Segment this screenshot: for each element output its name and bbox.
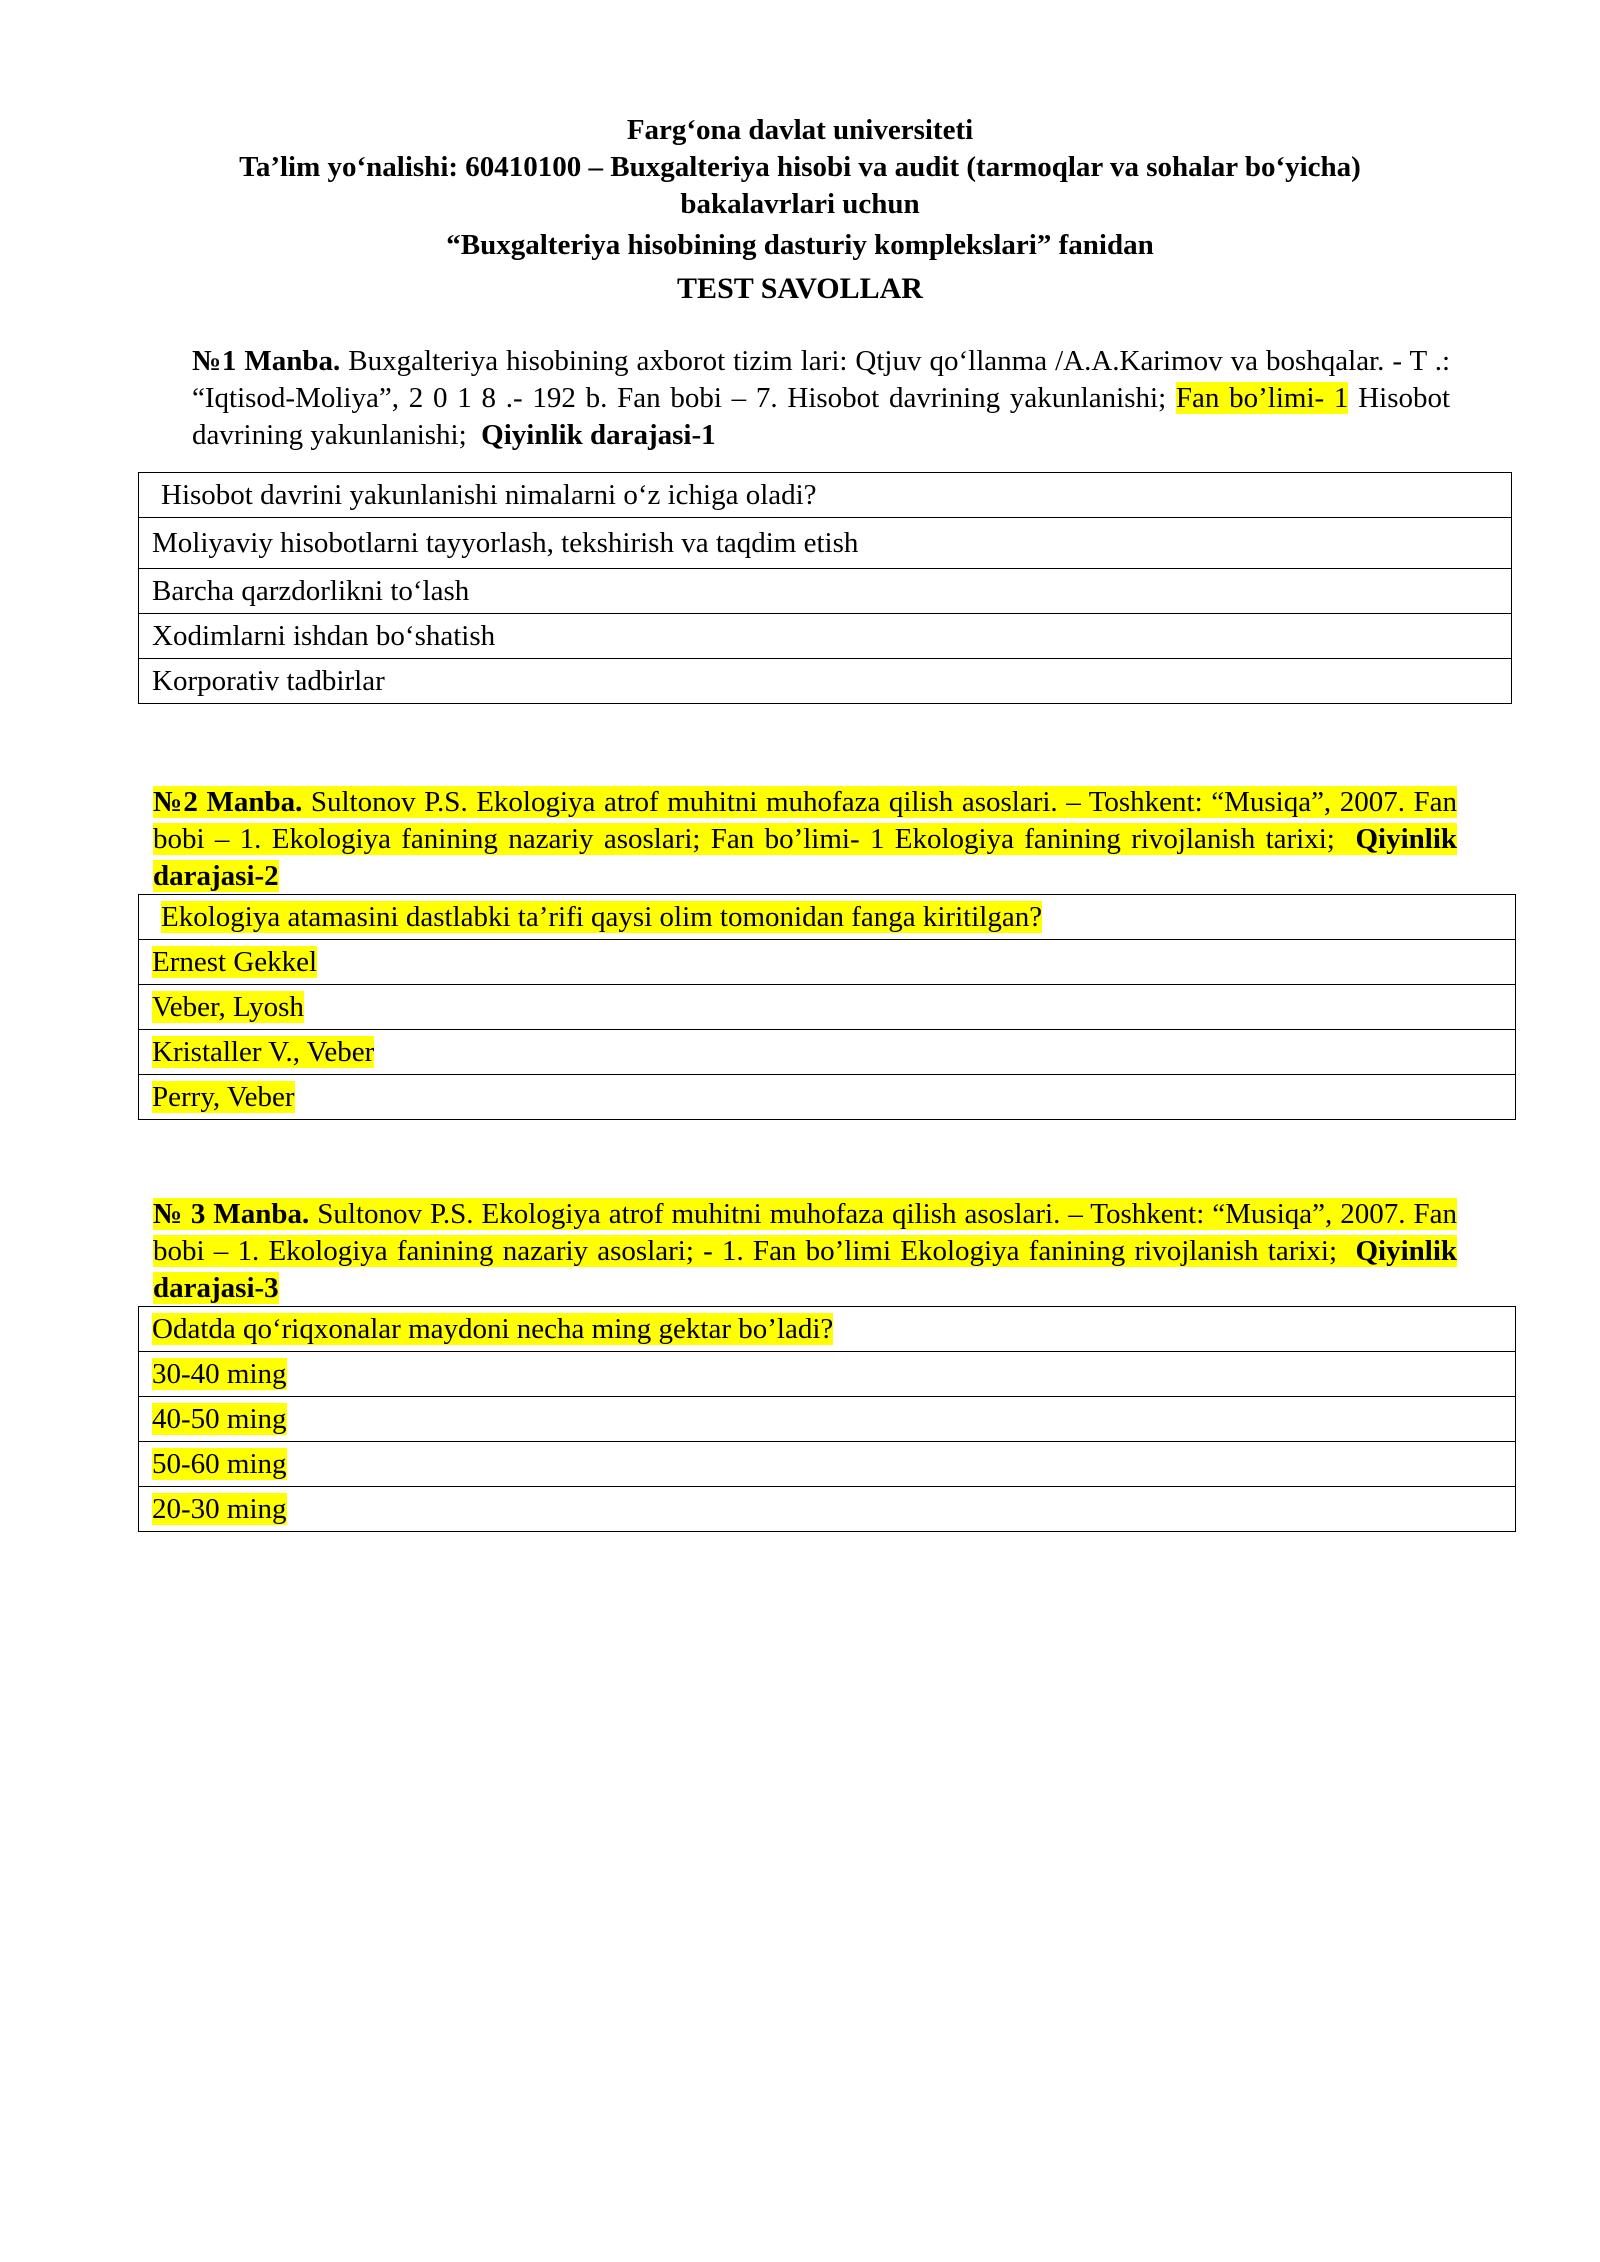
question-3-answer-3: 50-60 ming [152, 1448, 287, 1480]
question-1-source [192, 343, 1450, 454]
question-3-text: Odatda qo‘riqxonalar maydoni necha ming gektar bo’ladi? [152, 1313, 834, 1345]
question-1-label: №1 Manba. [192, 345, 341, 377]
table-row [139, 1307, 1516, 1352]
table-row [139, 614, 1512, 659]
question-3-answer-2: 40-50 ming [152, 1403, 287, 1435]
table-row [139, 1397, 1516, 1442]
document-header [140, 112, 1460, 307]
table-row [139, 985, 1516, 1030]
table-row [139, 659, 1512, 704]
question-1-source-text: Buxgalteriya hisobining axborot tizim lari: Qtjuv qo‘llanma /A.A.Karimov va boshqalar. - T .: “Iqtisod-Moliya”, 2 0 1 8 .- 192 b. Fan bobi – 7. Hisobot davrining yakunlanishi; [192, 345, 1451, 414]
question-3-label: № 3 Manba. [153, 1198, 310, 1230]
question-2-label: №2 Manba. [153, 786, 303, 818]
table-row [139, 518, 1512, 569]
table-row [139, 895, 1516, 940]
question-1-topic: Hisobot davrining yakunlanishi; [192, 382, 1451, 451]
question-1-answer-4: Korporativ tadbirlar [139, 659, 1512, 704]
table-row [139, 569, 1512, 614]
question-2-table [138, 894, 1516, 1120]
table-row [139, 1487, 1516, 1532]
question-1-answer-1: Moliyaviy hisobotlarni tayyorlash, tekshirish va taqdim etish [139, 518, 1512, 569]
question-3-answer-1: 30-40 ming [152, 1358, 287, 1390]
question-2-difficulty: Qiyinlik darajasi-2 [153, 823, 1458, 892]
program-line: Ta’lim yo‘nalishi: 60410100 – Buxgalteriya hisobi va audit (tarmoqlar va sohalar bo‘yicha) [239, 151, 1361, 183]
course-line: “Buxgalteriya hisobining dasturiy komplekslari” fanidan [446, 229, 1154, 261]
table-row [139, 473, 1512, 518]
university-name: Farg‘ona davlat universiteti [626, 114, 974, 146]
question-1-answer-2: Barcha qarzdorlikni to‘lash [139, 569, 1512, 614]
table-row [139, 1030, 1516, 1075]
document-title: TEST SAVOLLAR [677, 272, 923, 305]
question-1-answer-3: Xodimlarni ishdan bo‘shatish [139, 614, 1512, 659]
question-1-table [138, 472, 1512, 704]
table-row [139, 1352, 1516, 1397]
table-row [139, 940, 1516, 985]
question-2-source [153, 784, 1457, 895]
question-2-text: Ekologiya atamasini dastlabki ta’rifi qaysi olim tomonidan fanga kiritilgan? [161, 901, 1043, 933]
question-1-section: Fan bo’limi- 1 [1175, 382, 1349, 414]
question-1-text: Hisobot davrini yakunlanishi nimalarni o‘z ichiga oladi? [139, 473, 1512, 518]
degree-line: bakalavrlari uchun [680, 188, 920, 220]
question-3-source [153, 1196, 1457, 1307]
question-2-answer-1: Ernest Gekkel [152, 946, 318, 978]
table-row [139, 1442, 1516, 1487]
question-3-difficulty: Qiyinlik darajasi-3 [153, 1235, 1458, 1304]
question-3-table [138, 1306, 1516, 1532]
table-row [139, 1075, 1516, 1120]
question-2-source-text: Sultonov P.S. Ekologiya atrof muhitni muhofaza qilish asoslari. – Toshkent: “Musiqa”, 2007. Fan bobi – 1. Ekologiya fanining nazariy asoslari; Fan bo’limi- 1 Ekologiya fanining rivojlanish tarixi; [153, 786, 1457, 855]
question-2-answer-3: Kristaller V., Veber [152, 1036, 375, 1068]
question-3-answer-4: 20-30 ming [152, 1493, 287, 1525]
question-2-answer-4: Perry, Veber [152, 1081, 295, 1113]
question-3-source-text: Sultonov P.S. Ekologiya atrof muhitni muhofaza qilish asoslari. – Toshkent: “Musiqa”, 2007. Fan bobi – 1. Ekologiya fanining nazariy asoslari; - 1. Fan bo’limi Ekologiya fanining rivojlanish tarixi; [153, 1198, 1457, 1267]
question-2-answer-2: Veber, Lyosh [152, 991, 304, 1023]
question-1-difficulty: Qiyinlik darajasi-1 [481, 419, 716, 451]
